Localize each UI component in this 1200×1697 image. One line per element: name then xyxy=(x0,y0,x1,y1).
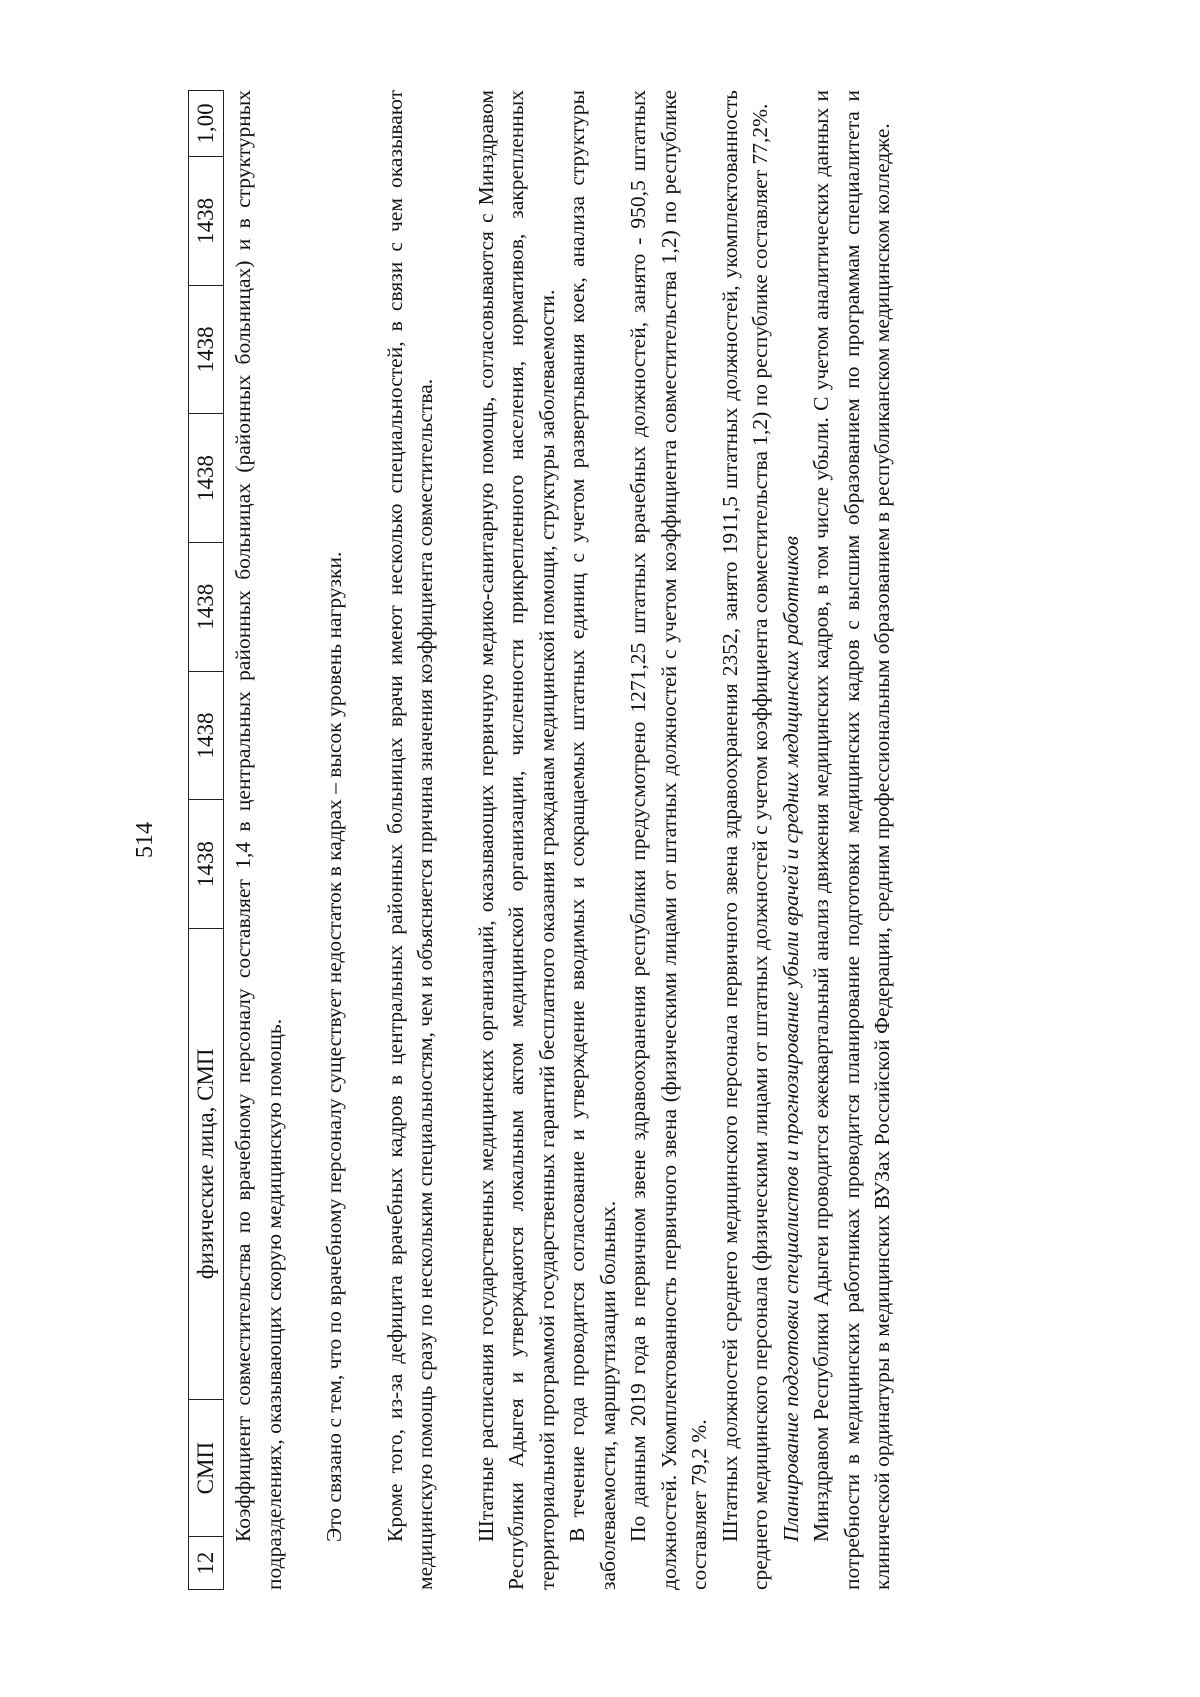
paragraph-staff-shortage: Это связано с тем, что по врачебному персоналу существует недостаток в кадрах – высок уровень нагрузки. xyxy=(322,551,346,1542)
section-heading-planning: Планирование подготовки специалистов и прогнозирование убыли врачей и средних медицинских работников xyxy=(778,535,803,1542)
paragraph-annual-approval: В течение года проводится согласование и утверждение вводимых и сокращаемых штатных единиц с учетом развертывания коек, анализа структуры заболеваемости, маршрутизации больных. xyxy=(565,90,620,1590)
paragraph-coefficient: Коэффициент совместительства по врачебному персоналу составляет 1,4 в центральных районных больницах (районных больницах) и в структурных подразделениях, оказывающих скорую медицинскую помощь. xyxy=(231,90,286,1590)
paragraph-primary-doctors: По данным 2019 года в первичном звене здравоохранения республики предусмотрено 1271,25 штатных врачебных должностей, занято - 950,5 штатных должностей. Укомплектованность первичного звена (физическими лицами от штатных должностей с учетом коэффициента совместительства 1,2) по республике составляет 79,2 %. xyxy=(626,90,711,1590)
row-number-cell: 12 xyxy=(189,1537,224,1590)
value-cell-1: 1438 xyxy=(189,800,224,929)
body-text xyxy=(228,90,898,1590)
value-cell-5: 1438 xyxy=(189,285,224,414)
paragraph-multiple-specialties: Кроме того, из-за дефицита врачебных кадров в центральных районных больницах врачи имеют несколько специальностей, в связи с чем оказывают медицинскую помощь сразу по нескольким специальностям, чем и объясняется причина значения коэффициента совместительства. xyxy=(382,90,437,1590)
description-cell: физические лица, СМП xyxy=(189,928,224,1399)
paragraph-planning: Минздравом Республики Адыгеи проводится ежеквартальный анализ движения медицинских кадров, в том числе убыли. С учетом аналитических данных и потребности в медицинских работниках проводится планирование подготовки медицинских кадров с высшим образованием по программам специалитета и клинической ординатуры в медицинских ВУЗах Российской Федерации, средним профессиональным образованием в республиканском медицинском колледже. xyxy=(809,90,894,1590)
rotated-page xyxy=(132,90,988,1590)
paragraph-staffing-schedules: Штатные расписания государственных медицинских организаций, оказывающих первичную медико-санитарную помощь, согласовываются с Минздравом Республики Адыгея и утверждаются локальным актом медицинской организации, численности прикрепленного населения, нормативов, закрепленных территориальной программой государственных гарантий бесплатного оказания гражданам медицинской помощи, структуры заболеваемости. xyxy=(473,90,559,1590)
category-cell: СМП xyxy=(189,1399,224,1537)
paragraph-primary-nurses: Штатных должностей среднего медицинского персонала первичного звена здравоохранения 2352, занято 1911,5 штатных должностей, укомплектованность среднего медицинского персонала (физическими лицами от штатных должностей с учетом коэффициента совместительства 1,2) по республике составляет 77,2%. xyxy=(717,90,772,1590)
table-row xyxy=(189,91,224,1590)
value-cell-4: 1438 xyxy=(189,414,224,543)
table-row-12 xyxy=(188,90,224,1590)
value-cell-6: 1438 xyxy=(189,157,224,286)
value-cell-3: 1438 xyxy=(189,542,224,671)
value-cell-2: 1438 xyxy=(189,671,224,800)
page-number: 514 xyxy=(132,822,158,858)
coefficient-cell: 1,00 xyxy=(189,91,224,157)
